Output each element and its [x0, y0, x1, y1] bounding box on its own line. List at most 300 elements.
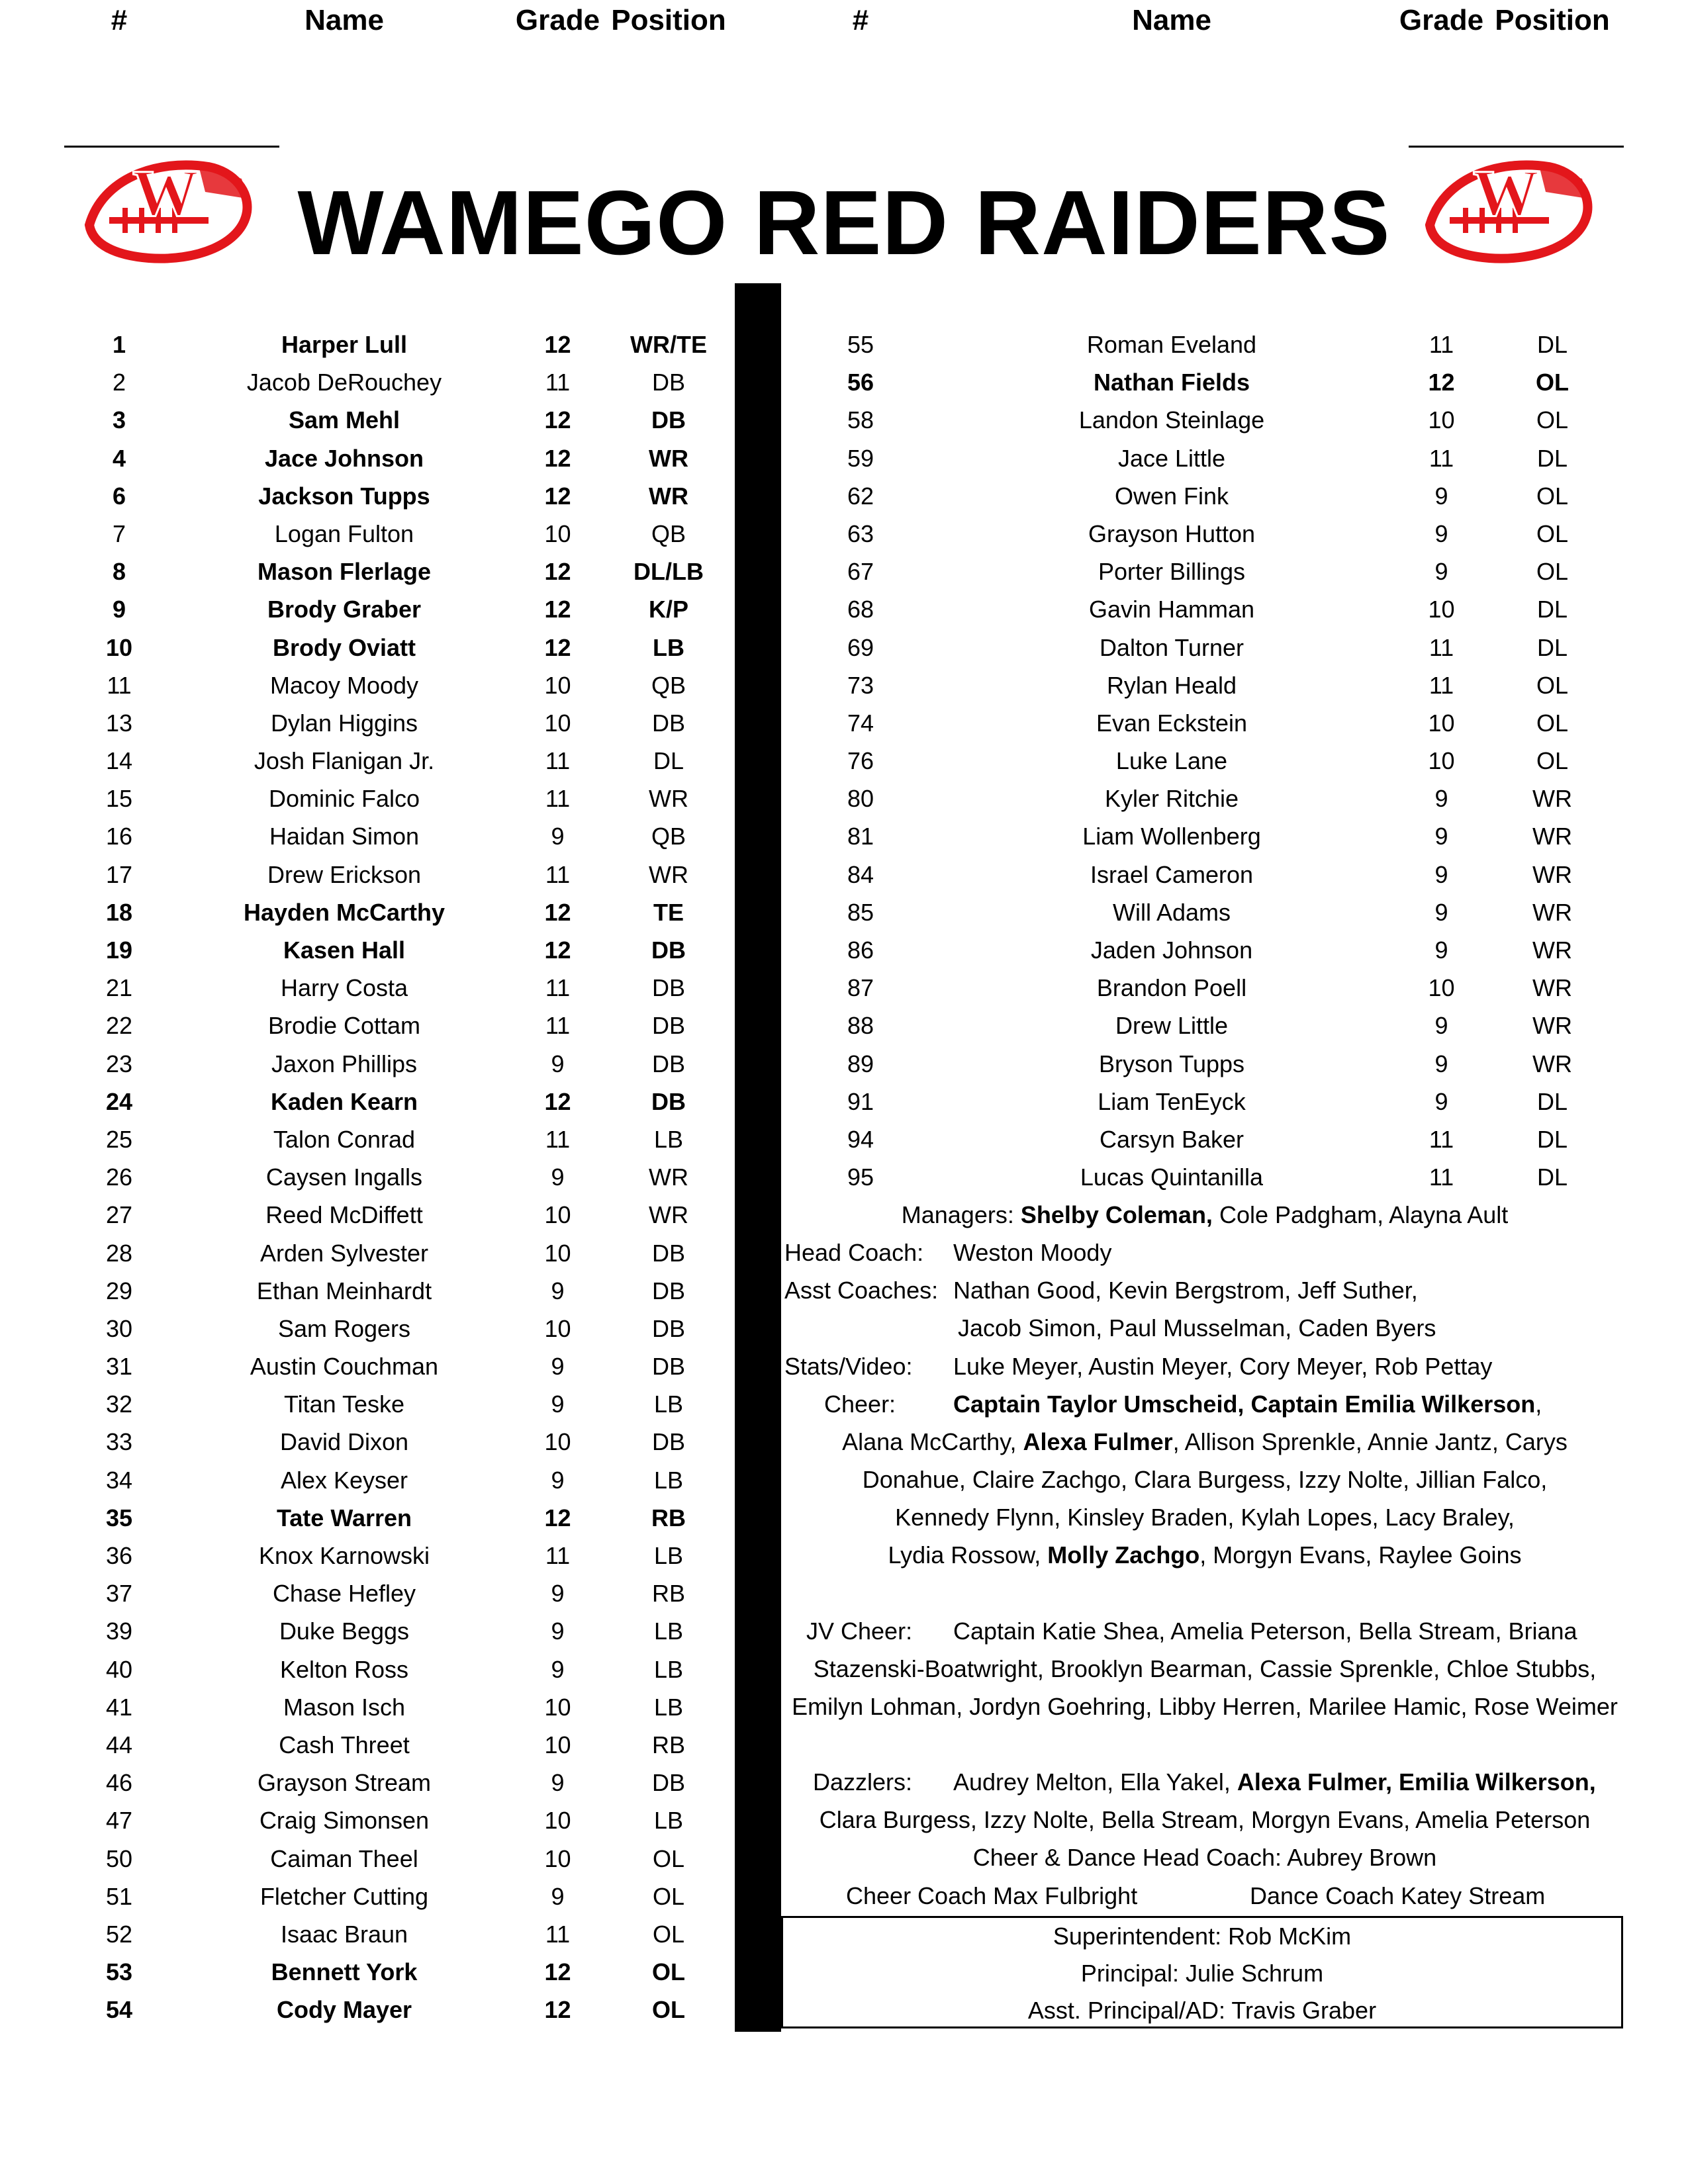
player-grade: 9 — [1434, 823, 1448, 850]
player-number: 86 — [847, 936, 874, 964]
player-position: LB — [653, 1542, 684, 1569]
player-grade: 9 — [1434, 1012, 1448, 1040]
player-name: Alex Keyser — [280, 1466, 408, 1494]
right-roster-table — [781, 326, 1688, 1196]
dazzlers-b: Alexa Fulmer, Emilia Wilkerson, — [1237, 1768, 1596, 1796]
roster-row — [0, 893, 735, 931]
left-header-name: Name — [305, 4, 384, 36]
roster-row — [781, 515, 1688, 553]
roster-row — [0, 1310, 735, 1347]
player-number: 76 — [847, 747, 874, 775]
dazzlers-line1 — [784, 1763, 1625, 1801]
roster-row — [0, 401, 735, 439]
player-position: RB — [651, 1731, 685, 1758]
player-position: WR — [649, 1163, 688, 1191]
player-position: LB — [653, 1617, 684, 1645]
player-name: Ethan Meinhardt — [256, 1277, 432, 1304]
player-number: 32 — [105, 1390, 133, 1418]
player-position: WR — [1532, 785, 1572, 813]
player-grade: 10 — [544, 1807, 571, 1835]
player-number: 11 — [107, 671, 132, 699]
player-name: Owen Fink — [1114, 482, 1229, 510]
player-grade: 9 — [1434, 785, 1448, 813]
player-position: WR — [649, 482, 688, 510]
roster-row — [0, 1045, 735, 1083]
roster-row — [0, 1688, 735, 1726]
player-grade: 9 — [1434, 482, 1448, 510]
player-number: 31 — [105, 1353, 133, 1381]
player-position: DB — [651, 369, 685, 396]
player-grade: 12 — [544, 898, 571, 926]
player-number: 69 — [847, 633, 874, 661]
roster-row — [0, 1423, 735, 1461]
svg-text:W: W — [132, 156, 199, 230]
player-grade: 12 — [544, 633, 571, 661]
cheer-captains-tail: , — [1535, 1390, 1542, 1418]
player-position: OL — [1536, 369, 1569, 396]
jv-cheer-line3: Emilyn Lohman, Jordyn Goehring, Libby Herren, Marilee Hamic, Rose Weimer — [792, 1693, 1618, 1720]
roster-row — [0, 590, 735, 628]
roster-row — [0, 666, 735, 704]
player-name: Sam Mehl — [288, 406, 400, 434]
player-name: Porter Billings — [1098, 558, 1246, 586]
asst-principal-ad: Asst. Principal/AD: Travis Graber — [1027, 1997, 1377, 2024]
player-number: 44 — [105, 1731, 133, 1758]
player-grade: 10 — [544, 520, 571, 547]
player-number: 34 — [105, 1466, 133, 1494]
player-grade: 10 — [1428, 406, 1455, 434]
player-name: Bryson Tupps — [1098, 1050, 1245, 1077]
managers-rest: Cole Padgham, Alayna Ault — [1219, 1201, 1509, 1228]
player-grade: 11 — [545, 1920, 571, 1948]
cheer-line5-a: Lydia Rossow, — [888, 1541, 1048, 1569]
player-position: WR — [649, 1201, 688, 1229]
roster-row — [781, 780, 1688, 817]
right-header-name: Name — [1132, 4, 1211, 36]
roster-row — [0, 780, 735, 817]
dazzlers-line2: Clara Burgess, Izzy Nolte, Bella Stream, Morgyn Evans, Amelia Peterson — [819, 1806, 1591, 1833]
player-name: Austin Couchman — [250, 1353, 439, 1381]
player-name: Drew Little — [1115, 1012, 1229, 1040]
player-grade: 9 — [1434, 520, 1448, 547]
player-position: OL — [1536, 482, 1569, 510]
asst-coaches-line2-text: Jacob Simon, Paul Musselman, Caden Byers — [958, 1314, 1436, 1342]
player-grade: 10 — [544, 1844, 571, 1872]
roster-row — [0, 1007, 735, 1044]
roster-row — [781, 1045, 1688, 1083]
player-name: Brandon Poell — [1096, 974, 1247, 1002]
player-name: Grayson Hutton — [1088, 520, 1256, 547]
player-position: RB — [651, 1580, 685, 1608]
player-grade: 11 — [545, 860, 571, 888]
player-name: Cash Threet — [279, 1731, 410, 1758]
roster-row — [0, 1347, 735, 1385]
player-name: Dalton Turner — [1099, 633, 1244, 661]
player-grade: 11 — [545, 747, 571, 775]
player-position: OL — [1536, 747, 1569, 775]
player-position: DB — [651, 1353, 685, 1381]
player-number: 9 — [112, 596, 126, 623]
player-number: 1 — [112, 331, 126, 358]
player-number: 24 — [105, 1087, 133, 1115]
player-position: DB — [651, 1769, 685, 1797]
player-position: DB — [651, 1012, 685, 1040]
player-position: DB — [651, 1087, 686, 1115]
player-position: DL — [1536, 633, 1568, 661]
staff-section — [784, 1196, 1625, 1915]
player-name: Nathan Fields — [1093, 369, 1250, 396]
left-header-num: # — [111, 4, 128, 36]
svg-text:W: W — [1473, 156, 1539, 230]
roster-row — [781, 477, 1688, 515]
player-position: OL — [1536, 709, 1569, 737]
player-number: 2 — [112, 369, 126, 396]
roster-row — [0, 931, 735, 969]
player-name: Drew Erickson — [267, 860, 422, 888]
roster-row — [0, 477, 735, 515]
player-name: Tate Warren — [276, 1504, 412, 1531]
player-number: 81 — [847, 823, 874, 850]
player-position: DL — [1536, 444, 1568, 472]
player-number: 59 — [847, 444, 874, 472]
player-position: OL — [1536, 671, 1569, 699]
player-grade: 12 — [544, 1504, 571, 1531]
player-position: LB — [653, 633, 684, 661]
player-number: 62 — [847, 482, 874, 510]
player-name: Evan Eckstein — [1096, 709, 1248, 737]
roster-row — [0, 1878, 735, 1915]
jv-cheer-label: JV Cheer: — [806, 1617, 913, 1645]
player-position: OL — [1536, 406, 1569, 434]
player-number: 8 — [112, 558, 126, 586]
roster-row — [0, 1612, 735, 1650]
player-number: 16 — [105, 823, 133, 850]
managers-bold: Shelby Coleman, — [1020, 1201, 1213, 1228]
player-position: OL — [652, 1882, 685, 1910]
asst-coaches-line2 — [784, 1309, 1625, 1347]
roster-row — [781, 893, 1688, 931]
roster-row — [781, 704, 1688, 742]
player-name: Lucas Quintanilla — [1080, 1163, 1264, 1191]
right-header-position: Position — [1495, 4, 1610, 36]
top-rule-right — [1409, 146, 1624, 148]
dazzlers-label: Dazzlers: — [813, 1768, 913, 1796]
cheer-line2-a: Alana McCarthy, — [842, 1428, 1023, 1455]
player-number: 87 — [847, 974, 874, 1002]
player-name: Isaac Braun — [280, 1920, 408, 1948]
player-number: 58 — [847, 406, 874, 434]
player-position: LB — [653, 1807, 684, 1835]
player-name: Jace Little — [1117, 444, 1226, 472]
player-position: QB — [651, 520, 686, 547]
right-header-grade: Grade — [1399, 4, 1484, 36]
roster-row — [0, 969, 735, 1007]
player-grade: 9 — [551, 1466, 565, 1494]
player-number: 4 — [112, 444, 126, 472]
player-name: Josh Flanigan Jr. — [254, 747, 435, 775]
player-name: Arden Sylvester — [259, 1239, 429, 1267]
player-name: Reed McDiffett — [265, 1201, 423, 1229]
player-grade: 9 — [551, 823, 565, 850]
cheer-captains-wrap — [953, 1385, 1542, 1423]
column-divider — [735, 283, 781, 2032]
roster-row — [0, 1915, 735, 1953]
roster-row — [0, 856, 735, 893]
roster-row — [781, 1083, 1688, 1120]
player-grade: 12 — [544, 558, 571, 586]
player-name: Roman Eveland — [1086, 331, 1257, 358]
player-number: 94 — [847, 1125, 874, 1153]
cheer-captains: Captain Taylor Umscheid, Captain Emilia Wilkerson — [953, 1390, 1536, 1418]
player-number: 25 — [105, 1125, 133, 1153]
player-grade: 12 — [544, 936, 571, 964]
player-name: Mason Flerlage — [257, 558, 432, 586]
player-number: 37 — [105, 1580, 133, 1608]
player-number: 26 — [105, 1163, 133, 1191]
player-position: WR — [1532, 1050, 1572, 1077]
player-position: LB — [653, 1125, 684, 1153]
player-number: 41 — [105, 1693, 133, 1721]
player-number: 18 — [105, 898, 133, 926]
player-grade: 12 — [544, 406, 571, 434]
player-name: Grayson Stream — [257, 1769, 432, 1797]
player-grade: 9 — [551, 1769, 565, 1797]
player-grade: 9 — [551, 1163, 565, 1191]
player-grade: 10 — [544, 1314, 571, 1342]
player-grade: 9 — [551, 1050, 565, 1077]
player-name: Cody Mayer — [276, 1996, 412, 2024]
player-position: DB — [651, 974, 685, 1002]
player-position: OL — [652, 1958, 685, 1986]
left-header-position: Position — [611, 4, 726, 36]
player-name: Luke Lane — [1115, 747, 1228, 775]
player-grade: 11 — [1429, 444, 1454, 472]
player-name: Kelton Ross — [279, 1655, 409, 1683]
player-number: 68 — [847, 596, 874, 623]
player-number: 55 — [847, 331, 874, 358]
player-grade: 10 — [544, 1239, 571, 1267]
player-grade: 12 — [544, 482, 571, 510]
dazzlers-line1-wrap — [953, 1763, 1596, 1801]
player-number: 13 — [105, 709, 133, 737]
cheer-line5 — [784, 1536, 1625, 1574]
roster-row — [0, 817, 735, 855]
player-name: Jace Johnson — [264, 444, 424, 472]
dance-coach: Dance Coach Katey Stream — [1250, 1882, 1546, 1909]
player-position: DB — [651, 1277, 685, 1304]
player-name: Brody Oviatt — [272, 633, 416, 661]
cheer-line5-c: , Morgyn Evans, Raylee Goins — [1199, 1541, 1522, 1569]
player-number: 84 — [847, 860, 874, 888]
managers-label: Managers: — [901, 1201, 1014, 1228]
roster-row — [781, 590, 1688, 628]
player-number: 56 — [847, 369, 874, 396]
player-grade: 9 — [1434, 860, 1448, 888]
roster-row — [781, 439, 1688, 477]
player-name: Caysen Ingalls — [265, 1163, 423, 1191]
player-name: Jackson Tupps — [258, 482, 430, 510]
player-position: WR — [649, 785, 688, 813]
player-number: 88 — [847, 1012, 874, 1040]
player-name: Kasen Hall — [283, 936, 406, 964]
player-number: 40 — [105, 1655, 133, 1683]
player-grade: 11 — [1429, 1125, 1454, 1153]
player-number: 47 — [105, 1807, 133, 1835]
player-number: 50 — [105, 1844, 133, 1872]
player-position: DL — [1536, 1163, 1568, 1191]
cheer-dance-coaches-line — [784, 1877, 1625, 1915]
player-grade: 11 — [1429, 671, 1454, 699]
roster-row — [0, 1726, 735, 1764]
roster-row — [781, 1007, 1688, 1044]
cheer-coach: Cheer Coach Max Fulbright — [846, 1882, 1138, 1909]
player-number: 22 — [105, 1012, 133, 1040]
player-position: TE — [653, 898, 684, 926]
left-roster-table — [0, 326, 735, 2028]
player-grade: 12 — [544, 1996, 571, 2024]
player-name: Fletcher Cutting — [259, 1882, 429, 1910]
player-name: Liam TenEyck — [1098, 1087, 1246, 1115]
roster-row — [0, 1764, 735, 1801]
roster-row — [781, 1120, 1688, 1158]
administration-box — [781, 1916, 1623, 2028]
player-grade: 12 — [544, 331, 571, 358]
cheer-line2 — [784, 1423, 1625, 1461]
player-number: 27 — [105, 1201, 133, 1229]
player-grade: 9 — [551, 1277, 565, 1304]
roster-row — [0, 1234, 735, 1272]
cheer-dance-head-coach: Cheer & Dance Head Coach: Aubrey Brown — [972, 1844, 1437, 1871]
roster-row — [781, 742, 1688, 780]
roster-row — [0, 363, 735, 401]
player-number: 52 — [105, 1920, 133, 1948]
player-number: 29 — [105, 1277, 133, 1304]
left-header-grade: Grade — [515, 4, 600, 36]
player-number: 89 — [847, 1050, 874, 1077]
player-position: WR — [1532, 823, 1572, 850]
player-position: LB — [653, 1466, 684, 1494]
player-grade: 11 — [545, 369, 571, 396]
player-position: LB — [653, 1390, 684, 1418]
player-name: Harper Lull — [281, 331, 408, 358]
stats-video-label: Stats/Video: — [784, 1353, 913, 1380]
player-position: QB — [651, 823, 686, 850]
roster-row — [0, 1499, 735, 1537]
player-number: 80 — [847, 785, 874, 813]
player-position: DB — [651, 1239, 685, 1267]
player-position: DL — [653, 747, 684, 775]
cheer-line1 — [784, 1385, 1625, 1423]
player-number: 91 — [847, 1087, 874, 1115]
player-position: WR — [1532, 1012, 1572, 1040]
roster-row — [781, 629, 1688, 666]
roster-row — [781, 856, 1688, 893]
roster-row — [781, 931, 1688, 969]
player-grade: 11 — [545, 785, 571, 813]
player-name: Kaden Kearn — [270, 1087, 418, 1115]
roster-row — [0, 629, 735, 666]
player-grade: 12 — [544, 1087, 571, 1115]
roster-row — [0, 1953, 735, 1991]
player-number: 28 — [105, 1239, 133, 1267]
player-number: 74 — [847, 709, 874, 737]
player-name: Carsyn Baker — [1099, 1125, 1244, 1153]
player-number: 21 — [105, 974, 133, 1002]
player-number: 85 — [847, 898, 874, 926]
player-number: 39 — [105, 1617, 133, 1645]
player-name: Jacob DeRouchey — [246, 369, 442, 396]
roster-row — [0, 1461, 735, 1499]
roster-row — [0, 1196, 735, 1234]
player-grade: 10 — [1428, 974, 1455, 1002]
cheer-line4: Kennedy Flynn, Kinsley Braden, Kylah Lopes, Lacy Braley, — [895, 1504, 1515, 1531]
player-name: Dominic Falco — [268, 785, 420, 813]
player-position: WR — [1532, 860, 1572, 888]
player-position: DB — [651, 709, 685, 737]
player-grade: 11 — [545, 1125, 571, 1153]
player-number: 3 — [112, 406, 126, 434]
player-number: 46 — [105, 1769, 133, 1797]
cheer-line2-b: Alexa Fulmer — [1023, 1428, 1173, 1455]
roster-row — [0, 553, 735, 590]
dazzlers-a: Audrey Melton, Ella Yakel, — [953, 1768, 1237, 1796]
player-name: Israel Cameron — [1090, 860, 1254, 888]
roster-row — [781, 817, 1688, 855]
player-position: DB — [651, 406, 686, 434]
player-position: WR/TE — [630, 331, 707, 358]
player-name: Harry Costa — [280, 974, 408, 1002]
player-grade: 11 — [545, 1012, 571, 1040]
player-position: DL/LB — [633, 558, 704, 586]
player-number: 51 — [105, 1882, 133, 1910]
asst-coaches-line — [784, 1271, 1625, 1309]
roster-row — [0, 1840, 735, 1878]
cheer-line5-b: Molly Zachgo — [1047, 1541, 1200, 1569]
player-grade: 9 — [1434, 936, 1448, 964]
player-grade: 12 — [1428, 369, 1455, 396]
principal: Principal: Julie Schrum — [1080, 1960, 1324, 1987]
player-grade: 9 — [551, 1390, 565, 1418]
roster-row — [0, 1651, 735, 1688]
player-number: 23 — [105, 1050, 133, 1077]
roster-row — [0, 439, 735, 477]
player-position: DL — [1536, 331, 1568, 358]
roster-row — [0, 326, 735, 363]
roster-row — [0, 515, 735, 553]
roster-row — [781, 969, 1688, 1007]
player-position: DB — [651, 1314, 685, 1342]
player-grade: 11 — [1429, 331, 1454, 358]
player-number: 15 — [105, 785, 133, 813]
player-name: Kyler Ritchie — [1104, 785, 1239, 813]
player-name: Haidan Simon — [269, 823, 420, 850]
roster-row — [0, 1801, 735, 1839]
roster-row — [0, 742, 735, 780]
player-position: OL — [652, 1920, 685, 1948]
player-number: 14 — [105, 747, 133, 775]
player-number: 30 — [105, 1314, 133, 1342]
player-grade: 12 — [544, 596, 571, 623]
player-position: RB — [651, 1504, 686, 1531]
head-coach-label: Head Coach: — [784, 1239, 924, 1266]
player-name: Titan Teske — [283, 1390, 405, 1418]
roster-row — [0, 1537, 735, 1574]
player-name: Logan Fulton — [274, 520, 414, 547]
roster-row — [0, 1385, 735, 1423]
player-number: 53 — [105, 1958, 133, 1986]
player-grade: 11 — [1429, 1163, 1454, 1191]
roster-row — [781, 553, 1688, 590]
